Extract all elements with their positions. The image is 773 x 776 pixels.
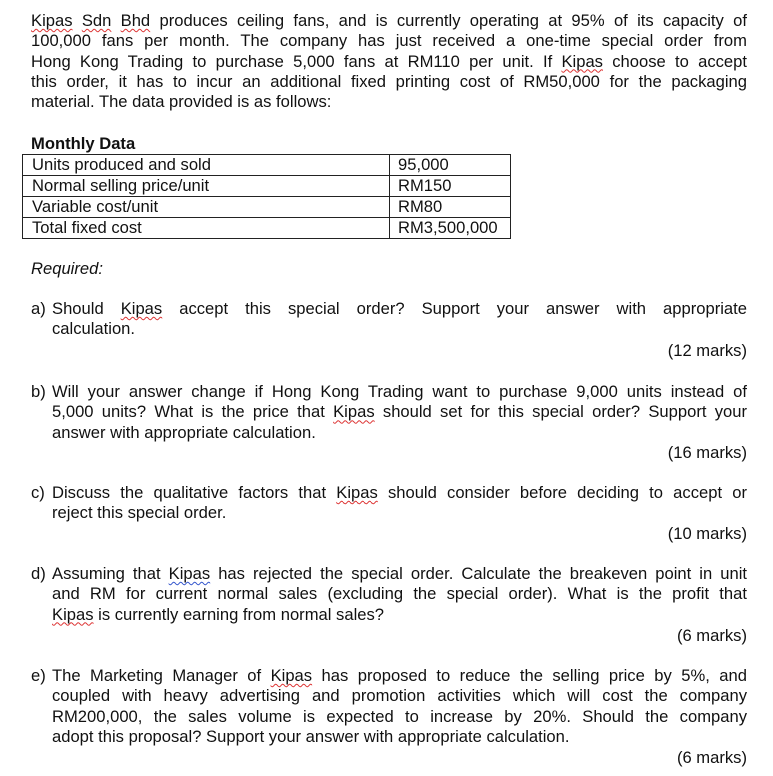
- question-b: [31, 382, 747, 443]
- company-name: Kipas: [168, 564, 211, 583]
- intro-line-1-text: produces ceiling fans, and is currently operating at 95% of its capacity of: [150, 11, 747, 30]
- question-line: Will your answer change if Hong Kong Trading want to purchase 9,000 units instead of: [52, 382, 747, 401]
- question-letter: d): [31, 564, 46, 583]
- question-text: should consider before deciding to accept or: [377, 483, 747, 502]
- question-text: Assuming that: [52, 564, 169, 583]
- question-letter: b): [31, 382, 46, 401]
- question-text: The Marketing Manager of: [52, 666, 271, 685]
- question-body: [52, 564, 747, 625]
- table-row: [23, 176, 511, 197]
- question-line: reject this special order.: [52, 503, 227, 523]
- question-body: [52, 666, 747, 747]
- question-e: [31, 666, 747, 747]
- question-line: [52, 666, 747, 686]
- intro-line-3: [31, 52, 747, 72]
- company-name: Kipas: [336, 483, 378, 502]
- question-line: adopt this proposal? Support your answer with appropriate calculation.: [52, 726, 570, 746]
- table-cell-value: RM3,500,000: [390, 218, 511, 239]
- company-name: Kipas: [333, 402, 375, 422]
- question-line: [52, 605, 747, 625]
- table-cell-label: Total fixed cost: [23, 218, 390, 239]
- company-name: Kipas: [270, 666, 313, 685]
- table-cell-label: Variable cost/unit: [23, 197, 390, 218]
- table-row: [23, 155, 511, 176]
- question-text: accept this special order? Support your answer with appropriate: [162, 299, 747, 318]
- company-name: Kipas: [31, 11, 73, 30]
- intro-line-5: material. The data provided is as follows:: [31, 92, 332, 112]
- marks-label: (12 marks): [667, 341, 747, 360]
- intro-line-1: [31, 11, 747, 31]
- question-text: should set for this special order? Support your: [374, 402, 747, 422]
- question-line: [52, 564, 747, 584]
- question-line: answer with appropriate calculation.: [52, 422, 316, 442]
- question-d: [31, 564, 747, 625]
- question-letter: e): [31, 666, 46, 685]
- monthly-data-table: [22, 154, 511, 239]
- question-text: has proposed to reduce the selling price by 5%, and: [312, 666, 747, 685]
- question-line: coupled with heavy advertising and promotion activities which will cost the company: [52, 686, 747, 706]
- marks-label: (6 marks): [676, 748, 747, 767]
- table-cell-value: RM80: [390, 197, 511, 218]
- question-body: [52, 382, 747, 443]
- question-body: [52, 483, 747, 524]
- question-line: and RM for current normal sales (excluding the special order). What is the profit that: [52, 584, 747, 604]
- table-cell-value: 95,000: [390, 155, 511, 176]
- intro-paragraph: [31, 11, 747, 112]
- table-row: [23, 197, 511, 218]
- question-body: [52, 299, 747, 340]
- company-suffix-sdn: Sdn: [81, 11, 112, 30]
- question-line: RM200,000, the sales volume is expected to increase by 20%. Should the company: [52, 706, 747, 726]
- question-text: Should: [52, 299, 121, 318]
- question-text: Discuss the qualitative factors that: [52, 483, 337, 502]
- marks-label: (10 marks): [667, 524, 747, 543]
- question-line: [52, 483, 747, 503]
- table-cell-label: Normal selling price/unit: [23, 176, 390, 197]
- intro-line-3-text-a: Hong Kong Trading to purchase 5,000 fans at RM110 per unit. If: [31, 51, 562, 71]
- monthly-data-title: Monthly Data: [31, 134, 136, 153]
- question-letter: c): [31, 483, 45, 502]
- intro-line-4: this order, it has to incur an additional fixed printing cost of RM50,000 for the packaging: [31, 71, 747, 91]
- company-suffix-bhd: Bhd: [120, 11, 151, 30]
- question-line: calculation.: [52, 319, 136, 339]
- table-row: [23, 218, 511, 239]
- intro-line-3-text-b: choose to accept: [602, 51, 747, 71]
- company-name: Kipas: [120, 299, 163, 318]
- question-text: 5,000 units? What is the price that: [52, 402, 334, 422]
- marks-label: (16 marks): [667, 443, 747, 462]
- question-c: [31, 483, 747, 524]
- question-a: [31, 299, 747, 340]
- intro-line-2: 100,000 fans per month. The company has just received a one-time special order from: [31, 31, 747, 51]
- table-cell-value: RM150: [390, 176, 511, 197]
- question-text: has rejected the special order. Calculate the breakeven point in unit: [210, 564, 747, 583]
- marks-label: (6 marks): [676, 626, 747, 645]
- table-cell-label: Units produced and sold: [23, 155, 390, 176]
- question-text: is currently earning from normal sales?: [93, 604, 385, 624]
- question-letter: a): [31, 299, 46, 318]
- required-heading: Required:: [31, 259, 103, 278]
- question-line: [52, 402, 747, 422]
- company-name: Kipas: [561, 51, 603, 71]
- question-line: [52, 299, 747, 319]
- company-name: Kipas: [52, 604, 94, 624]
